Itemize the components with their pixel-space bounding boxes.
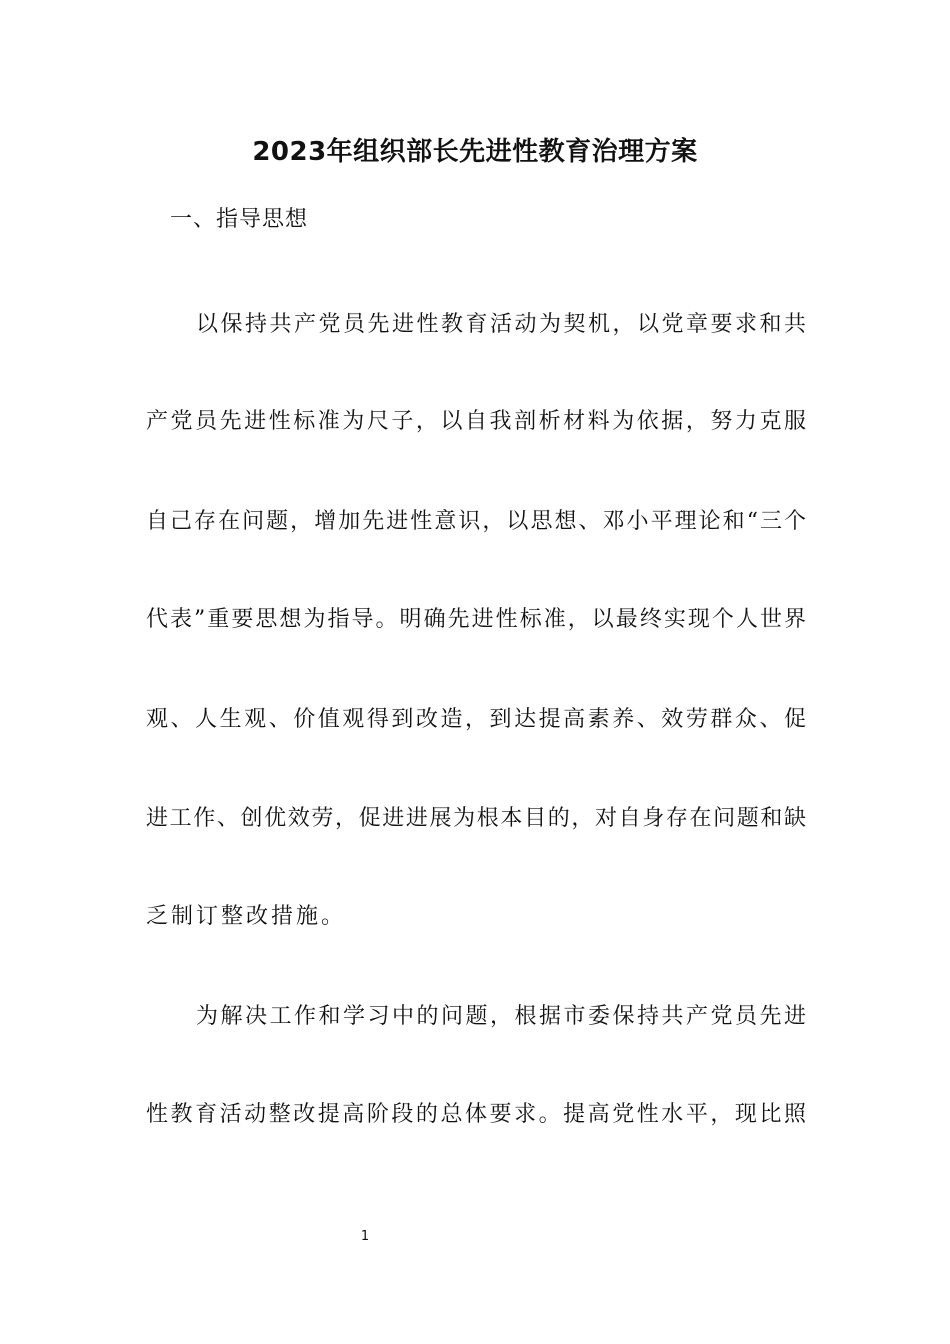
- section-heading: 一、指导思想: [170, 207, 309, 232]
- paragraph-1-line-6: 进工作、创优效劳，促进进展为根本目的，对自身存在问题和缺: [146, 806, 806, 831]
- paragraph-1-line-2: 产党员先进性标准为尺子，以自我剖析材料为依据，努力克服: [146, 409, 806, 434]
- paragraph-2-line-1: 为解决工作和学习中的问题，根据市委保持共产党员先进: [196, 1004, 806, 1029]
- paragraph-1-line-1: 以保持共产党员先进性教育活动为契机，以党章要求和共: [196, 312, 806, 337]
- paragraph-1-line-4: 代表”重要思想为指导。明确先进性标准，以最终实现个人世界: [146, 607, 806, 632]
- page-number: 1: [360, 1229, 370, 1244]
- paragraph-1-line-7: 乏制订整改措施。: [146, 904, 347, 929]
- paragraph-1-line-3: 自己存在问题，增加先进性意识，以思想、邓小平理论和“三个: [146, 509, 806, 534]
- document-title: 2023年组织部长先进性教育治理方案: [252, 137, 698, 167]
- paragraph-2-line-2: 性教育活动整改提高阶段的总体要求。提高党性水平，现比照: [146, 1102, 806, 1127]
- paragraph-1-line-5: 观、人生观、价值观得到改造，到达提高素养、效劳群众、促: [146, 707, 806, 732]
